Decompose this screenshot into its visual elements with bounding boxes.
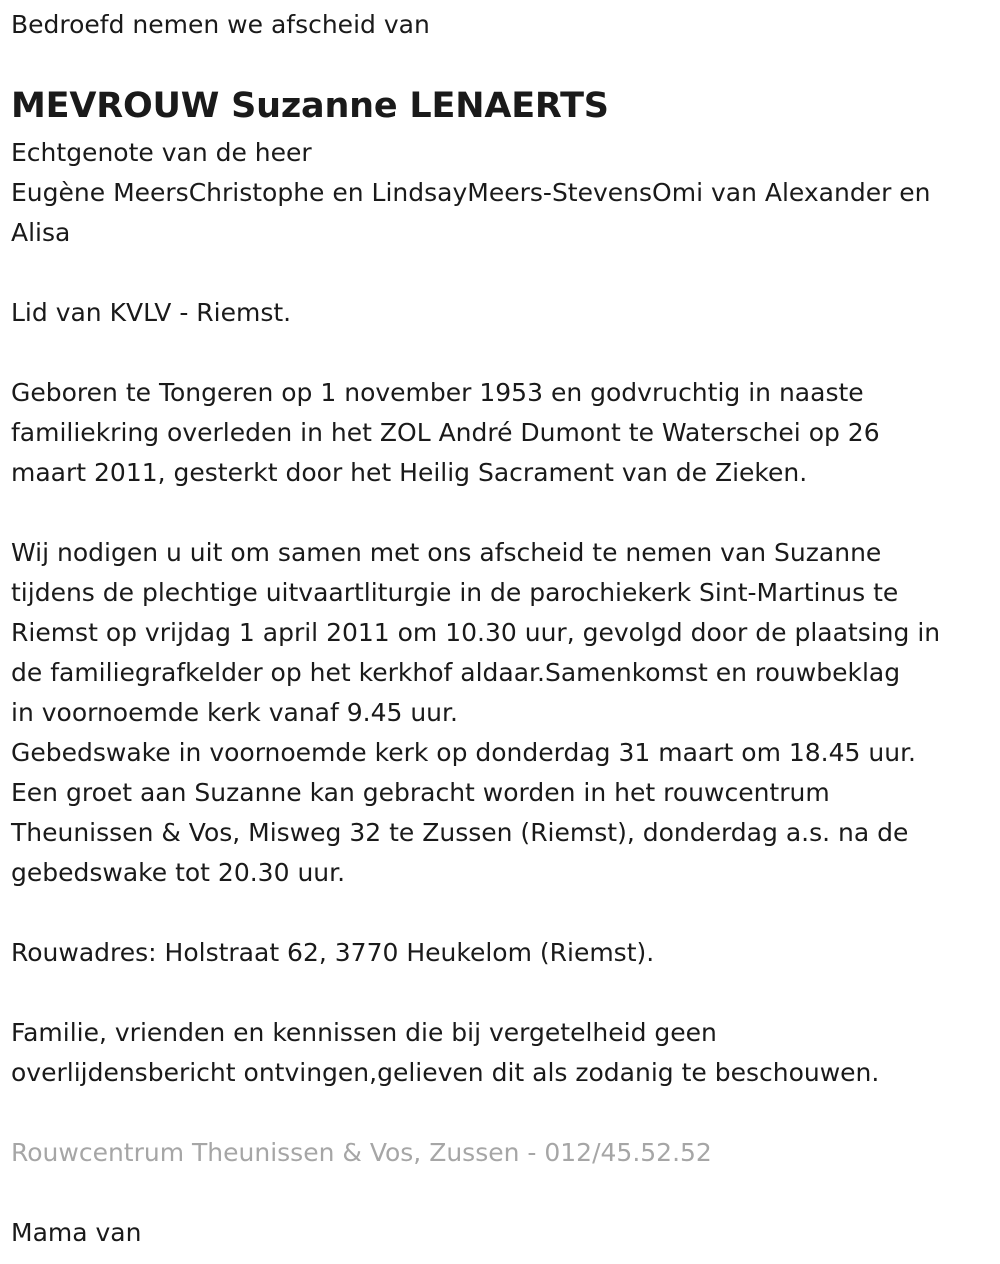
notice-line: Familie, vrienden en kennissen die bij vergetelheid geen: [11, 1018, 717, 1047]
family-line: Alisa: [11, 218, 71, 247]
invitation-line: in voornoemde kerk vanaf 9.45 uur.: [11, 698, 458, 727]
spouse-line: Echtgenote van de heer: [11, 138, 312, 167]
membership-text: Lid van KVLV - Riemst.: [11, 298, 292, 327]
address-section: [11, 933, 996, 973]
invitation-line: tijdens de plechtige uitvaartliturgie in de parochiekerk Sint-Martinus te: [11, 578, 899, 607]
birth-line: familiekring overleden in het ZOL André Dumont te Waterschei op 26: [11, 418, 880, 447]
invitation-line: Een groet aan Suzanne kan gebracht worden in het rouwcentrum: [11, 778, 830, 807]
invitation-line: gebedswake tot 20.30 uur.: [11, 858, 346, 887]
intro-text: Bedroefd nemen we afscheid van: [11, 10, 430, 39]
invitation-line: Gebedswake in voornoemde kerk op donderdag 31 maart om 18.45 uur.: [11, 738, 917, 767]
birth-line: Geboren te Tongeren op 1 november 1953 en godvruchtig in naaste: [11, 378, 864, 407]
invitation-line: de familiegrafkelder op het kerkhof aldaar.Samenkomst en rouwbeklag: [11, 658, 901, 687]
deceased-name: MEVROUW Suzanne LENAERTS: [11, 86, 609, 126]
family-line: Eugène MeersChristophe en LindsayMeers-StevensOmi van Alexander en: [11, 178, 931, 207]
mourning-address: Rouwadres: Holstraat 62, 3770 Heukelom (Riemst).: [11, 938, 655, 967]
mother-section: [11, 1213, 996, 1253]
funeral-home-contact: Rouwcentrum Theunissen & Vos, Zussen - 012/45.52.52: [11, 1138, 712, 1167]
funeral-home-section: [11, 1133, 996, 1173]
membership-section: [11, 293, 996, 333]
birth-line: maart 2011, gesterkt door het Heilig Sacrament van de Zieken.: [11, 458, 808, 487]
notice-line: overlijdensbericht ontvingen,gelieven dit als zodanig te beschouwen.: [11, 1058, 880, 1087]
notice-section: [11, 1013, 996, 1093]
invitation-line: Riemst op vrijdag 1 april 2011 om 10.30 uur, gevolgd door de plaatsing in: [11, 618, 941, 647]
mother-of-label: Mama van: [11, 1218, 142, 1247]
birth-section: [11, 373, 996, 493]
spouse-section: [11, 133, 996, 253]
invitation-section: [11, 533, 996, 893]
invitation-line: Wij nodigen u uit om samen met ons afscheid te nemen van Suzanne: [11, 538, 882, 567]
invitation-line: Theunissen & Vos, Misweg 32 te Zussen (Riemst), donderdag a.s. na de: [11, 818, 909, 847]
